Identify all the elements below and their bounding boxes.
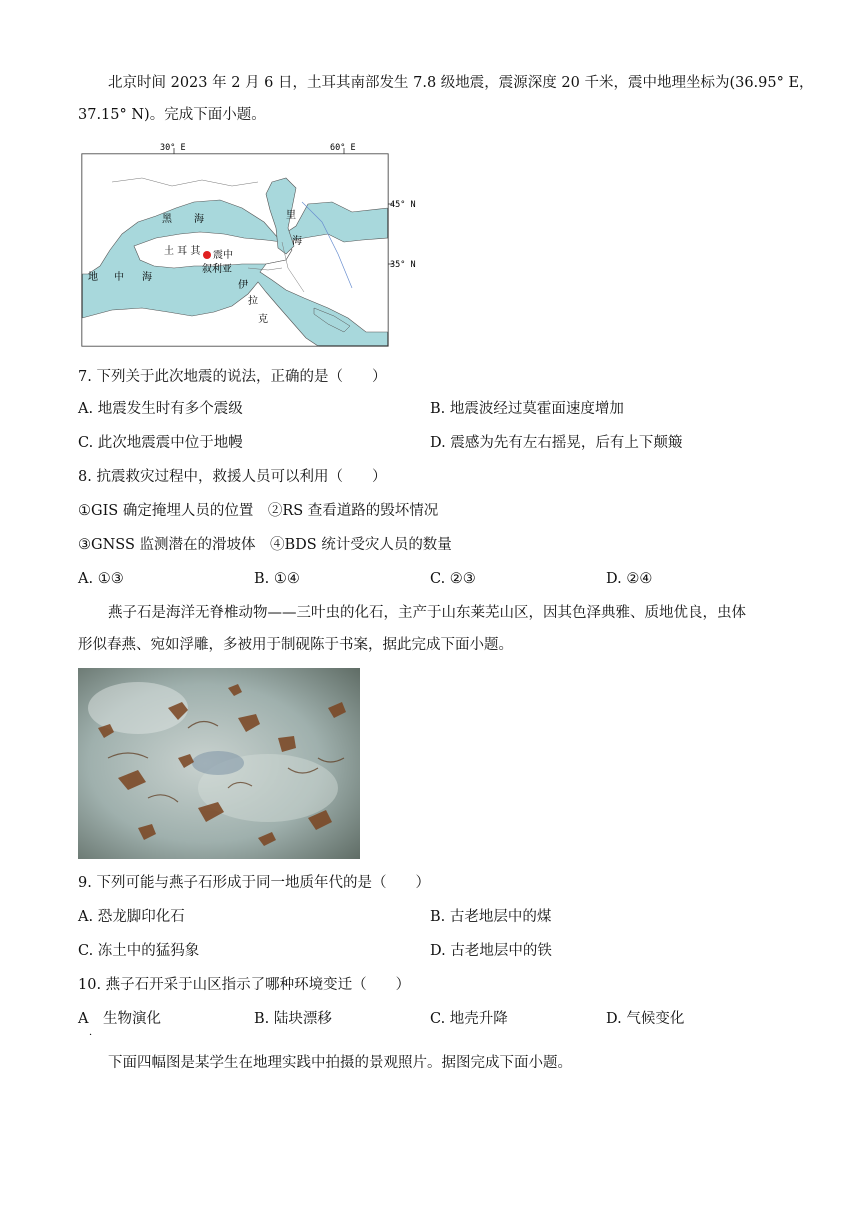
- iraq-label-1: 伊: [238, 280, 248, 291]
- turkey-label: 土 耳 其: [164, 246, 201, 257]
- passage-2-line-1: 燕子石是海洋无脊椎动物——三叶虫的化石，主产于山东莱芜山区，因其色泽典雅、质地优良，虫体: [108, 605, 746, 621]
- q10-option-d: D. 气候变化: [606, 1011, 685, 1027]
- caspian-label-2: 海: [292, 236, 302, 247]
- q7-option-b: B. 地震波经过莫霍面速度增加: [430, 401, 624, 417]
- q10-option-a-dot: ．: [89, 1027, 99, 1038]
- caspian-label-1: 里: [286, 210, 296, 221]
- q8-items-1: ①GIS 确定掩埋人员的位置 ②RS 查看道路的毁坏情况: [78, 503, 439, 519]
- iraq-label-2: 拉: [248, 296, 258, 307]
- lat-label-45: 45° N: [390, 200, 416, 210]
- med-label-3: 海: [142, 272, 152, 283]
- q9-option-d: D. 古老地层中的铁: [430, 943, 552, 959]
- q8-option-b: B. ①④: [254, 571, 300, 587]
- q9-option-a: A. 恐龙脚印化石: [78, 909, 185, 925]
- iraq-label-3: 克: [258, 314, 268, 325]
- q8-option-d: D. ②④: [606, 571, 653, 587]
- q7-option-a: A. 地震发生时有多个震级: [78, 401, 243, 417]
- lon-label-60: 60° E: [330, 143, 356, 153]
- q10-stem: 10. 燕子石开采于山区指示了哪种环境变迁（ ）: [78, 977, 411, 993]
- lon-label-30: 30° E: [160, 143, 186, 153]
- q9-stem: 9. 下列可能与燕子石形成于同一地质年代的是（ ）: [78, 875, 430, 891]
- lat-label-35: 35° N: [390, 260, 416, 270]
- med-label-2: 中: [114, 272, 124, 283]
- syria-label: 叙利亚: [202, 264, 232, 275]
- q8-option-c: C. ②③: [430, 571, 476, 587]
- q9-option-c: C. 冻土中的猛犸象: [78, 943, 200, 959]
- q7-stem: 7. 下列关于此次地震的说法，正确的是（ ）: [78, 369, 387, 385]
- epicenter-label: 震中: [213, 250, 233, 261]
- q7-option-d: D. 震感为先有左右摇晃，后有上下颠簸: [430, 435, 683, 451]
- epicenter-marker: [203, 251, 211, 259]
- q10-option-c: C. 地壳升降: [430, 1011, 508, 1027]
- med-label-1: 地: [88, 272, 98, 283]
- q8-items-2: ③GNSS 监测潜在的滑坡体 ④BDS 统计受灾人员的数量: [78, 537, 452, 553]
- passage-1-line-2: 37.15° N)。完成下面小题。: [78, 107, 266, 123]
- q8-stem: 8. 抗震救灾过程中，救援人员可以利用（ ）: [78, 469, 387, 485]
- q8-option-a: A. ①③: [78, 571, 124, 587]
- black-sea-label-2: 海: [194, 214, 204, 225]
- black-sea-label-1: 黑: [162, 214, 172, 225]
- turkey-earthquake-map: [82, 142, 416, 348]
- passage-2-line-2: 形似春燕、宛如浮雕，多被用于制砚陈于书案，据此完成下面小题。: [78, 637, 513, 653]
- trilobite-fossil-photo: [78, 668, 360, 859]
- q7-option-c: C. 此次地震震中位于地幔: [78, 435, 243, 451]
- q10-option-a: A 生物演化: [78, 1011, 161, 1027]
- passage-3: 下面四幅图是某学生在地理实践中拍摄的景观照片。据图完成下面小题。: [108, 1055, 572, 1071]
- passage-1-line-1: 北京时间 2023 年 2 月 6 日，土耳其南部发生 7.8 级地震，震源深度 20 千米，震中地理坐标为(36.95° E，: [108, 75, 814, 91]
- q10-option-b: B. 陆块漂移: [254, 1011, 332, 1027]
- q9-option-b: B. 古老地层中的煤: [430, 909, 552, 925]
